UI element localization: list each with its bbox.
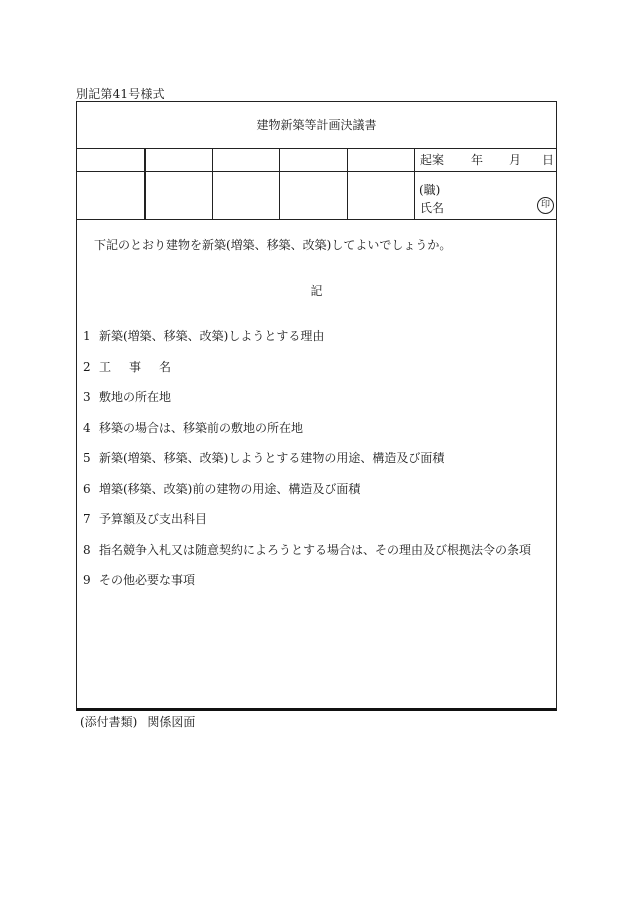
item-text: 新築(増築、移築、改築)しようとする理由 bbox=[99, 329, 325, 343]
form-frame bbox=[76, 101, 557, 711]
attachments bbox=[76, 713, 195, 730]
item-number: 7 bbox=[83, 512, 91, 526]
month-label: 月 bbox=[509, 153, 522, 167]
draft-date-label: 起案 bbox=[420, 153, 445, 167]
officer-title-label: (職) bbox=[419, 183, 441, 197]
item-number: 5 bbox=[83, 451, 91, 465]
ki-heading: 記 bbox=[310, 284, 323, 298]
seal-mark: 印 bbox=[537, 197, 554, 214]
stamp-column bbox=[77, 149, 146, 219]
draft-date-cell bbox=[415, 149, 556, 171]
item-number: 6 bbox=[83, 481, 91, 496]
item-text: 増築(移築、改築)前の建物の用途、構造及び面積 bbox=[99, 481, 361, 496]
officer-name-label: 氏名 bbox=[420, 201, 445, 215]
list-item bbox=[83, 541, 531, 572]
list-item bbox=[83, 358, 531, 389]
item-number: 9 bbox=[83, 573, 91, 587]
form-number: 別記第41号様式 bbox=[76, 87, 165, 101]
stamp-column bbox=[280, 149, 348, 219]
attachments-value: 関係図面 bbox=[147, 715, 196, 729]
document-title: 建物新築等計画決議書 bbox=[77, 102, 556, 149]
list-item bbox=[83, 480, 531, 511]
day-label: 日 bbox=[542, 153, 555, 167]
list-item bbox=[83, 449, 531, 480]
item-number: 2 bbox=[83, 359, 91, 374]
drafter-cell bbox=[415, 172, 556, 219]
item-number: 4 bbox=[83, 420, 91, 435]
list-item bbox=[83, 419, 531, 450]
item-number: 8 bbox=[83, 542, 91, 557]
item-number: 3 bbox=[83, 390, 91, 404]
item-text: 敷地の所在地 bbox=[99, 390, 172, 404]
item-text: その他必要な事項 bbox=[99, 573, 196, 587]
item-text: 工事名 bbox=[99, 359, 190, 374]
item-list bbox=[83, 327, 531, 602]
item-text: 新築(増築、移築、改築)しようとする建物の用途、構造及び面積 bbox=[99, 451, 445, 465]
approval-stamp-grid bbox=[77, 149, 556, 220]
stamp-column bbox=[348, 149, 415, 219]
year-label: 年 bbox=[471, 153, 484, 167]
request-text: 下記のとおり建物を新築(増築、移築、改築)してよいでしょうか。 bbox=[94, 238, 452, 252]
stamp-column bbox=[146, 149, 213, 219]
item-text: 指名競争入札又は随意契約によろうとする場合は、その理由及び根拠法令の条項 bbox=[99, 542, 532, 557]
item-number: 1 bbox=[83, 329, 91, 343]
item-text: 移築の場合は、移築前の敷地の所在地 bbox=[99, 420, 304, 435]
list-item bbox=[83, 388, 531, 419]
list-item bbox=[83, 510, 531, 541]
attachments-label: (添付書類) bbox=[80, 715, 138, 729]
list-item bbox=[83, 327, 531, 358]
item-text: 予算額及び支出科目 bbox=[99, 512, 208, 526]
list-item bbox=[83, 571, 531, 602]
stamp-column bbox=[213, 149, 280, 219]
